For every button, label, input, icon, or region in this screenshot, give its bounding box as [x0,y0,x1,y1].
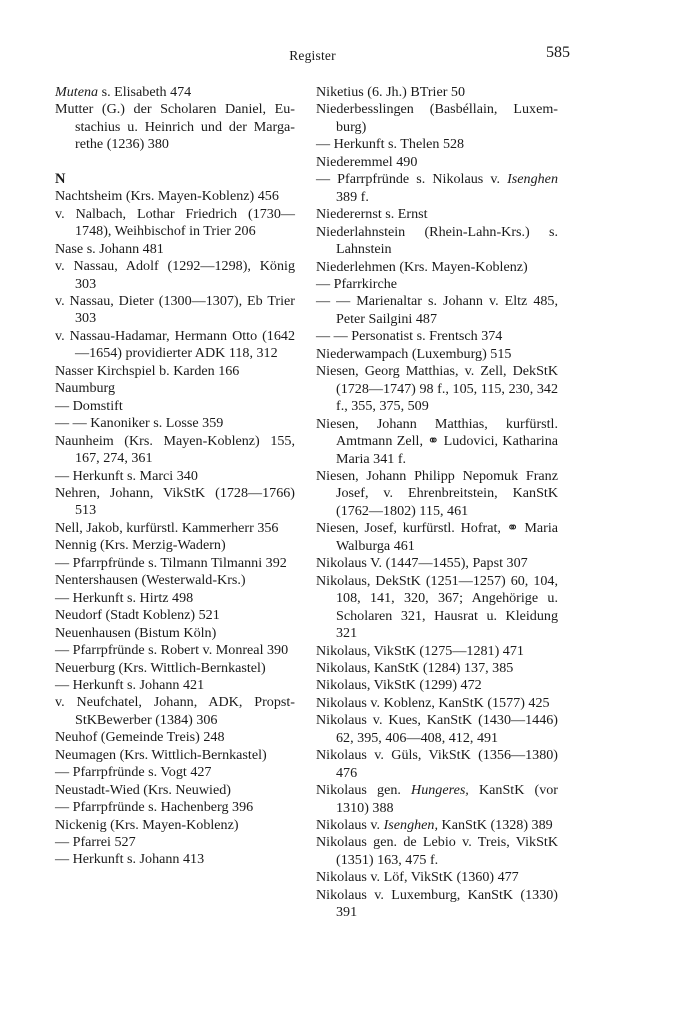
index-entry: v. Neufchatel, Johann, ADK, Propst-StKBewerber (1384) 306 [55,694,295,728]
index-entry: Neuhof (Gemeinde Treis) 248 [55,729,225,746]
index-entry [55,101,295,153]
index-entry [316,468,558,520]
index-entry: Neumagen (Krs. Wittlich-Bernkastel) [55,746,267,763]
running-head: Register [289,48,336,63]
index-entry [316,817,558,834]
index-entry [316,293,558,328]
index-entry: — Pfarrei 527 [55,834,136,851]
index-entry: — Herkunft s. Johann 413 [55,851,205,868]
index-entry: Neuerburg (Krs. Wittlich-Bernkastel) [55,659,266,676]
entry-text: Niederwampach (Luxemburg) 515 [316,345,512,362]
index-entry [316,555,558,572]
entry-text: Nikolaus gen. [316,782,412,799]
index-entry [316,259,558,276]
index-entry [316,869,558,886]
entry-text: Nikolaus v. Luxemburg, KanStK (1330) 391 [316,886,558,921]
entry-text: Niesen, Johann Philipp Nepomuk Franz Josef, v. Ehrenbreitstein, KanStK (1762—1802) 115, 461 [316,467,558,519]
index-entry: v. Nassau, Adolf (1292—1298), König 303 [55,258,295,292]
index-entry: Naumburg [55,380,116,397]
index-entry: — Herkunft s. Hirtz 498 [55,589,194,606]
index-entry: Nachtsheim (Krs. Mayen-Koblenz) 456 [55,188,279,205]
entry-text: Nikolaus, DekStK (1251—1257) 60, 104, 108, 141, 320, 367; Angehörige u. Scholaren 321, Hausrat u. Kleidung 321 [316,572,558,642]
letter-heading: N [55,170,66,187]
index-entry: — Pfarrpfründe s. Vogt 427 [55,764,212,781]
index-entry: — Domstift [55,397,123,414]
entry-italic-text: Isenghen [507,171,558,188]
entry-text: — — Personatist s. Frentsch 374 [316,328,503,345]
entry-text: Niesen, Johann Matthias, kurfürstl. Amtmann Zell, ⚭ Ludovici, Katharina Maria 341 f. [316,415,558,467]
entry-text: Nikolaus gen. de Lebio v. Treis, VikStK (1351) 163, 475 f. [316,834,558,868]
entry-text: Nikolaus v. [316,817,384,834]
index-entry [316,154,558,171]
index-entry: v. Nalbach, Lothar Friedrich (1730—1748), Weihbischof in Trier 206 [55,205,295,240]
entry-text: Niederlahnstein (Rhein-Lahn-Krs.) s. Lahnstein [316,223,558,258]
index-entry [316,887,558,922]
index-entry [316,84,558,101]
entry-text: Niederernst s. Ernst [316,206,428,223]
index-entry: Nase s. Johann 481 [55,240,164,257]
page-header [55,44,570,68]
entry-text: Nikolaus v. Koblenz, KanStK (1577) 425 [316,694,550,711]
index-entry [316,206,558,223]
index-entry [316,782,558,817]
entry-text: — Pfarrpfründe s. Nikolaus v. [316,171,508,188]
entry-italic-text: Mutena [55,84,99,100]
index-entry [316,224,558,259]
entry-text: Niketius (6. Jh.) BTrier 50 [316,84,466,100]
index-entry: — Pfarrpfründe s. Hachenberg 396 [55,799,254,816]
index-entry: Nennig (Krs. Merzig-Wadern) [55,537,226,554]
index-entry: — Pfarrpfründe s. Robert v. Monreal 390 [55,642,289,659]
index-entry: Nickenig (Krs. Mayen-Koblenz) [55,816,239,833]
index-entry: Naunheim (Krs. Mayen-Koblenz) 155, 167, 274, 361 [55,432,295,467]
entry-text: 389 f. [336,188,369,205]
index-entry: Nehren, Johann, VikStK (1728—1766) 513 [55,484,295,519]
index-entry: — Herkunft s. Marci 340 [55,467,198,484]
left-column-top-entries [55,84,295,154]
entry-text: Niederlehmen (Krs. Mayen-Koblenz) [316,258,528,275]
left-column [55,84,295,869]
index-entry [316,573,558,643]
entry-text: Nikolaus, VikStK (1275—1281) 471 [316,642,524,659]
index-entry [316,695,558,712]
index-entry: Nasser Kirchspiel b. Karden 166 [55,362,240,379]
entry-text: KanStK (1328) 389 [438,817,553,834]
index-entry [316,660,558,677]
entry-text: — Herkunft s. Thelen 528 [316,136,465,153]
index-entry [316,416,558,468]
entry-text: Nikolaus v. Güls, VikStK (1356—1380) 476 [316,747,558,781]
left-column-entries [55,188,295,869]
index-entry [316,346,558,363]
entry-text: Niesen, Georg Matthias, v. Zell, DekStK (1728—1747) 98 f., 105, 115, 230, 342 f., 355, 375, 509 [316,363,558,415]
entry-text: Nikolaus v. Löf, VikStK (1360) 477 [316,869,519,886]
index-entry [316,677,558,694]
index-entry [316,171,558,206]
entry-italic-text: Hungeres, [411,782,469,799]
entry-text: Nikolaus, VikStK (1299) 472 [316,677,482,694]
index-entry: — Herkunft s. Johann 421 [55,676,205,693]
index-entry: Neuenhausen (Bistum Köln) [55,624,217,641]
index-entry: Nell, Jakob, kurfürstl. Kammerherr 356 [55,519,279,536]
entry-text: Nikolaus, KanStK (1284) 137, 385 [316,659,514,676]
index-entry: — — Kanoniker s. Losse 359 [55,415,224,432]
index-entry [316,520,558,555]
entry-text: — — Marienaltar s. Johann v. Eltz 485, Peter Sailgini 487 [316,293,558,327]
entry-text: Mutter (G.) der Scholaren Daniel, Eustachius u. Heinrich und der Margarethe (1236) 380 [55,101,295,153]
index-entry: — Pfarrpfründe s. Tilmann Tilmanni 392 [55,554,287,571]
entry-italic-text: Isenghen, [383,817,438,834]
index-entry [316,834,558,869]
index-entry [316,328,558,345]
entry-text: Niesen, Josef, kurfürstl. Hofrat, ⚭ Maria Walburga 461 [316,520,558,554]
page-number: 585 [546,44,570,61]
entry-text: Niederemmel 490 [316,153,418,170]
right-column [316,84,558,922]
index-entry [316,101,558,136]
entry-text: Nikolaus v. Kues, KanStK (1430—1446) 62, 395, 406—408, 412, 491 [316,712,558,746]
entry-text: Niederbesslingen (Basbéllain, Luxemburg) [316,101,558,135]
index-entry: Neudorf (Stadt Koblenz) 521 [55,607,220,624]
index-entry [316,712,558,747]
index-entry [316,276,558,293]
entry-text: Nikolaus V. (1447—1455), Papst 307 [316,555,528,572]
index-entry [316,363,558,415]
index-entry [55,84,295,101]
index-entry: v. Nassau, Dieter (1300—1307), Eb Trier 303 [55,292,295,327]
index-entry [316,643,558,660]
index-entry [316,747,558,782]
entry-text: — Pfarrkirche [316,275,398,292]
index-entry: Neustadt-Wied (Krs. Neuwied) [55,781,231,798]
index-entry: v. Nassau-Hadamar, Hermann Otto (1642—1654) providierter ADK 118, 312 [55,327,295,362]
entry-text: s. Elisabeth 474 [98,84,192,100]
index-entry [316,136,558,153]
index-entry: Nentershausen (Westerwald-Krs.) [55,572,246,589]
right-column-entries [316,84,558,922]
entry-text: KanStK (vor 1310) 388 [336,782,558,816]
